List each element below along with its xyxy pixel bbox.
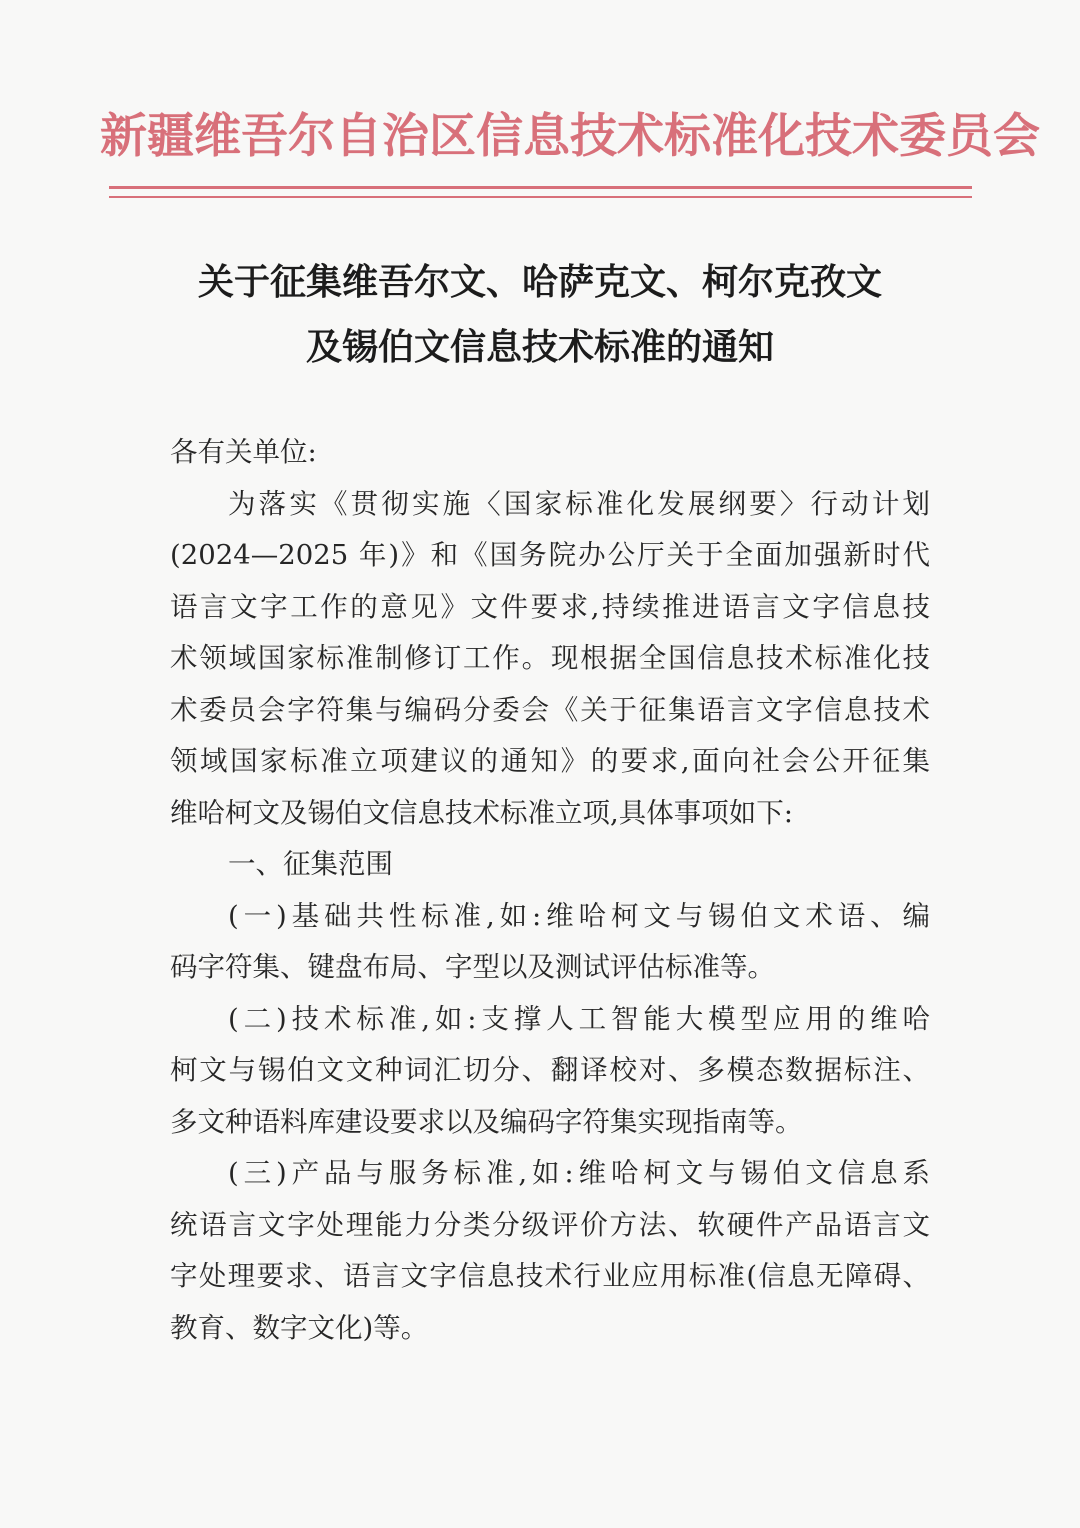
letterhead-divider-thin — [109, 196, 972, 198]
body-line: 领域国家标准立项建议的通知》的要求,面向社会公开征集 — [170, 745, 930, 777]
salutation: 各有关单位: — [170, 436, 317, 468]
section-heading: 一、征集范围 — [228, 848, 393, 880]
document-title-line-2: 及锡伯文信息技术标准的通知 — [305, 327, 774, 368]
body-line: 教育、数字文化)等。 — [170, 1311, 429, 1344]
body-line: 维哈柯文及锡伯文信息技术标准立项,具体事项如下: — [170, 796, 794, 829]
body-line: 多文种语料库建设要求以及编码字符集实现指南等。 — [170, 1105, 803, 1138]
body-line: 为落实《贯彻实施〈国家标准化发展纲要〉行动计划 — [228, 487, 930, 520]
body-line: (二)技术标准,如:支撑人工智能大模型应用的维哈 — [228, 1002, 930, 1035]
body-line: 术委员会字符集与编码分委会《关于征集语言文字信息技术 — [170, 693, 930, 726]
letterhead-organization-name: 新疆维吾尔自治区信息技术标准化技术委员会 — [100, 109, 1040, 164]
body-line: 柯文与锡伯文文种词汇切分、翻译校对、多模态数据标注、 — [170, 1054, 930, 1086]
body-line: (2024—2025 年)》和《国务院办公厅关于全面加强新时代 — [170, 539, 930, 571]
body-line: 统语言文字处理能力分类分级评价方法、软硬件产品语言文 — [170, 1208, 930, 1241]
body-line: 码字符集、键盘布局、字型以及测试评估标准等。 — [170, 951, 775, 983]
body-line: 术领域国家标准制修订工作。现根据全国信息技术标准化技 — [170, 642, 930, 674]
body-line: (一)基础共性标准,如:维哈柯文与锡伯文术语、编 — [228, 899, 930, 932]
document-body — [170, 427, 930, 1354]
document-title-line-1: 关于征集维吾尔文、哈萨克文、柯尔克孜文 — [197, 262, 882, 303]
letterhead-divider-thick — [109, 186, 972, 189]
body-line: 语言文字工作的意见》文件要求,持续推进语言文字信息技 — [170, 590, 930, 623]
body-line: 字处理要求、语言文字信息技术行业应用标准(信息无障碍、 — [170, 1260, 930, 1292]
body-line: (三)产品与服务标准,如:维哈柯文与锡伯文信息系 — [228, 1157, 930, 1189]
